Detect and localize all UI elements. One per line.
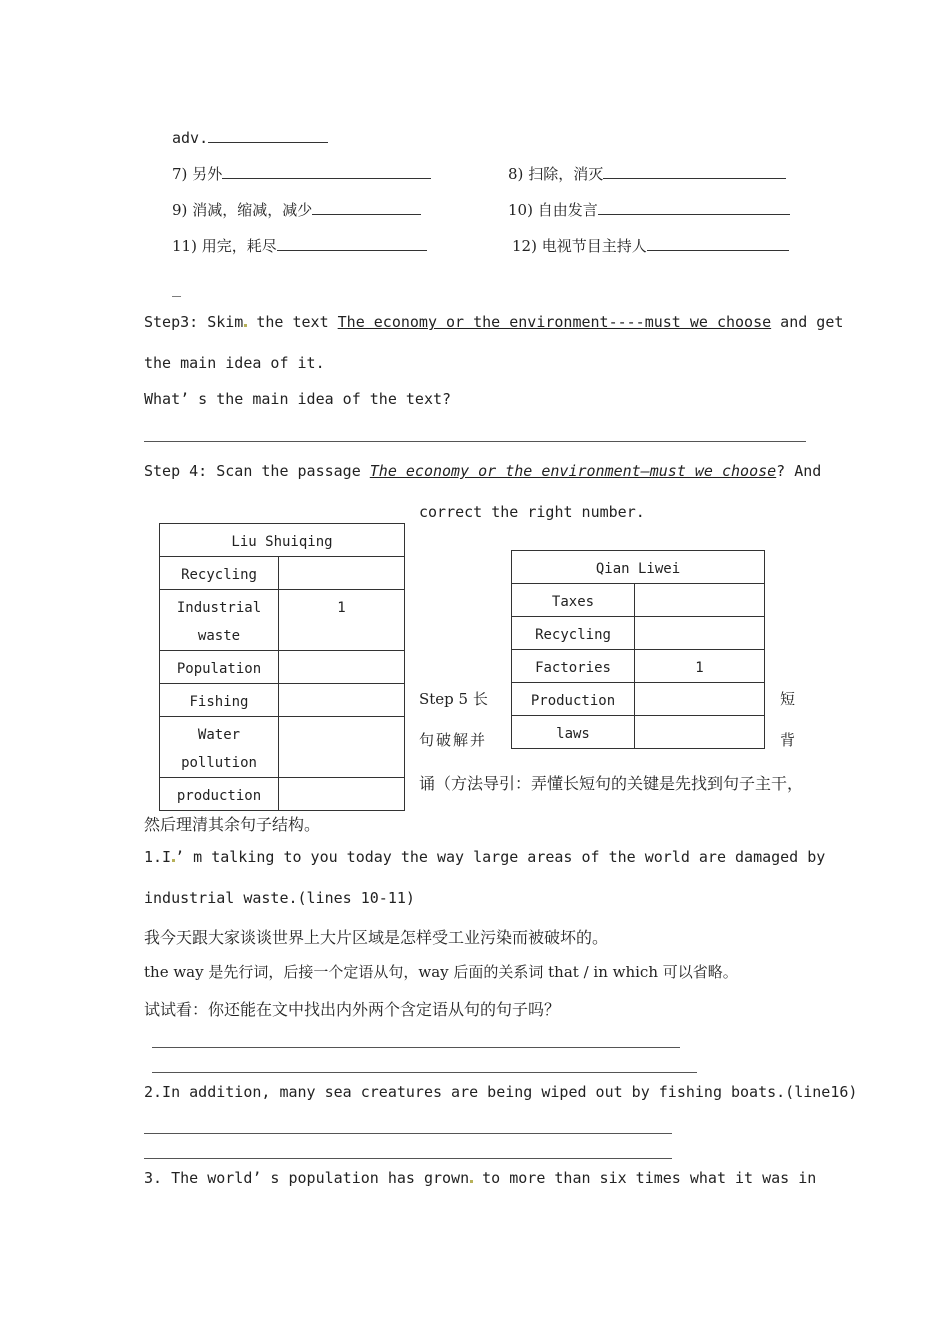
step4-line2: correct the right number.: [419, 503, 645, 521]
sentence-1-note: the way 是先行词，后接一个定语从句，way 后面的关系词 that / in which 可以省略。: [144, 963, 738, 981]
sentence-1-try: 试试看：你还能在文中找出内外两个含定语从句的句子吗？: [144, 1000, 561, 1019]
sentence-1-line2: industrial waste.(lines 10-11): [144, 889, 415, 907]
answer-blank[interactable]: [312, 200, 421, 215]
sentence-1-line1: 1.I ’ m talking to you today the way large areas of the world are damaged by: [144, 848, 826, 866]
answer-blank[interactable]: [603, 164, 786, 179]
table-row: Production: [512, 683, 765, 716]
answer-blank[interactable]: [647, 236, 789, 251]
step5-part-a: Step 5 长: [419, 690, 488, 708]
answer-line[interactable]: [144, 441, 806, 442]
vocab-item-10: 10) 自由发言: [508, 199, 790, 220]
answer-line[interactable]: [152, 1047, 680, 1048]
table-liu-shuiqing: [159, 523, 405, 811]
vocab-item-9: 9) 消减，缩减，减少: [172, 199, 421, 220]
vocab-item-11: 11) 用完，耗尽: [172, 235, 427, 256]
sentence-2: 2.In addition, many sea creatures are being wiped out by fishing boats.(line16): [144, 1083, 858, 1101]
vocab-item-7: 7) 另外: [172, 163, 431, 184]
step3-question: What’ s the main idea of the text?: [144, 390, 452, 408]
step3-line2: the main idea of it.: [144, 354, 325, 372]
sentence-1-translation: 我今天跟大家谈谈世界上大片区域是怎样受工业污染而被破坏的。: [144, 928, 609, 947]
table-qian-liwei: [511, 550, 765, 749]
adv-label: adv.: [172, 129, 209, 147]
step4-line1: Step 4: Scan the passage The economy or the environment—must we choose? And: [144, 462, 822, 480]
step3-line1: Step3: Skim the text The economy or the environment----must we choose and get: [144, 313, 844, 331]
vocab-trail: _: [172, 279, 182, 297]
table-row: Water pollution: [160, 717, 405, 778]
vocab-adv: [172, 128, 328, 147]
answer-blank[interactable]: [277, 236, 427, 251]
answer-blank[interactable]: [208, 128, 328, 143]
text-title-underlined: The economy or the environment----must we choose: [337, 313, 772, 331]
table-row: Recycling: [160, 557, 405, 590]
step5-part-b: 短: [780, 690, 796, 708]
sentence-3: 3. The world’ s population has grown to more than six times what it was in: [144, 1169, 817, 1187]
passage-title-underlined: The economy or the environment—must we choose: [369, 462, 777, 480]
table-row: Taxes: [512, 584, 765, 617]
answer-line[interactable]: [152, 1072, 697, 1073]
table-row: Factories 1: [512, 650, 765, 683]
step5-part-d: 背: [780, 731, 796, 749]
vocab-item-8: 8) 扫除，消灭: [508, 163, 786, 184]
table-row: production: [160, 778, 405, 811]
step5-part-f: 然后理清其余句子结构。: [144, 815, 321, 834]
table-header: Liu Shuiqing: [160, 524, 405, 557]
table-row: Population: [160, 651, 405, 684]
answer-blank[interactable]: [222, 164, 431, 179]
step5-part-e: 诵（方法导引：弄懂长短句的关键是先找到句子主干，: [419, 774, 804, 793]
table-header: Qian Liwei: [512, 551, 765, 584]
table-row: Recycling: [512, 617, 765, 650]
step5-part-c: 句破解并: [419, 731, 488, 749]
table-row: Fishing: [160, 684, 405, 717]
answer-line[interactable]: [144, 1133, 672, 1134]
table-row: laws: [512, 716, 765, 749]
vocab-item-12: 12) 电视节目主持人: [512, 235, 789, 256]
answer-line[interactable]: [144, 1158, 672, 1159]
answer-blank[interactable]: [598, 200, 790, 215]
table-row: Industrial waste 1: [160, 590, 405, 651]
